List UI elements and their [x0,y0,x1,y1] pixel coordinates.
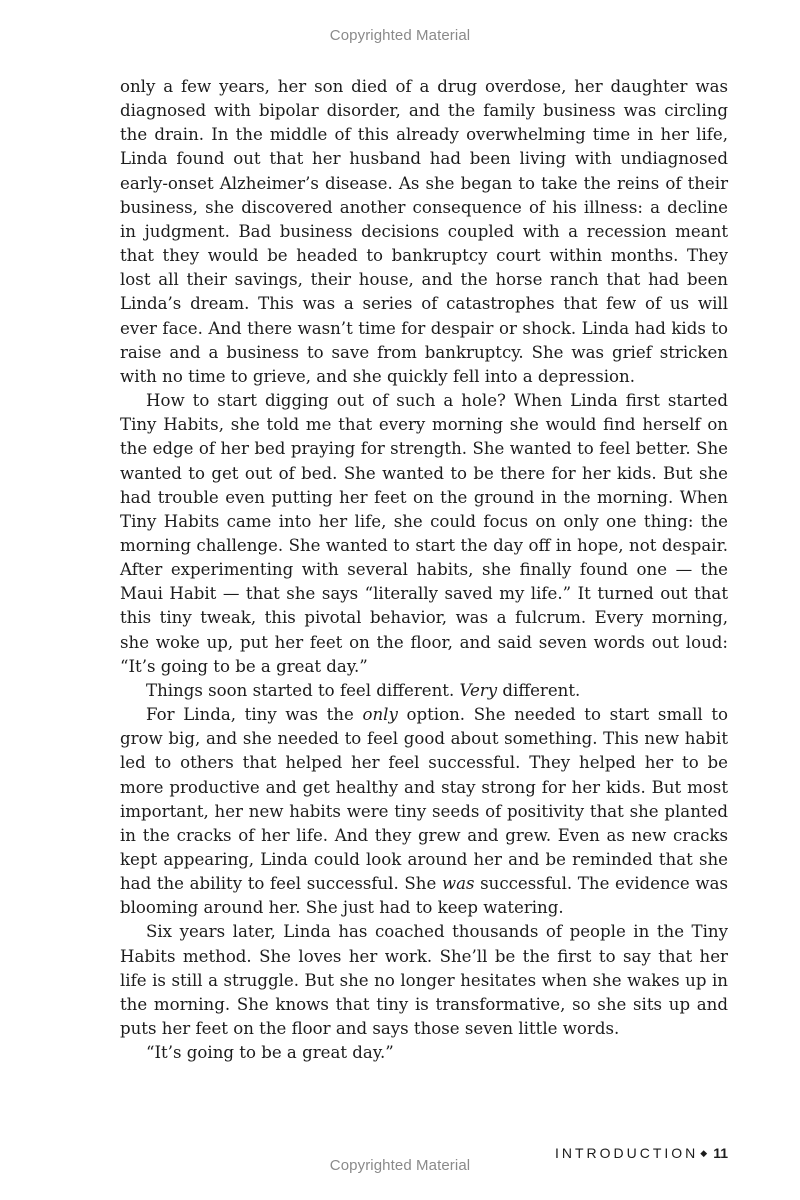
paragraph-3-text: Things soon started to feel different. [146,680,460,700]
page-body [120,75,728,1065]
section-title: INTRODUCTION [554,1145,699,1161]
paragraph-2: How to start digging out of such a hole? When Linda first started Tiny Habits, she told me that every morning she would find herself on the edge of her bed praying for strength. She wanted to feel better. She wanted to get out of bed. She wanted to be there for her kids. But she had trouble even putting her feet on the ground in the morning. When Tiny Habits came into her life, she could focus on only one thing: the morning challenge. She wanted to start the day off in hope, not despair. After experimenting with several habits, she finally found one — the Maui Habit — that she says “literally saved my life.” It turned out that this tiny tweak, this pivotal behavior, was a fulcrum. Every morning, she woke up, put her feet on the floor, and said seven words out loud: “It’s going to be a great day.” [120,391,728,676]
paragraph-4-emphasis-2: was [441,874,475,894]
paragraph-5: Six years later, Linda has coached thousands of people in the Tiny Habits method. She loves her work. She’ll be the first to say that her life is still a struggle. But she no longer hesitates when she wakes up in the morning. She knows that tiny is transformative, so she sits up and puts her feet on the floor and says those seven little words. [120,922,728,1039]
paragraph-4-emphasis: only [362,705,398,725]
paragraph-4-text: For Linda, tiny was the [146,705,363,725]
paragraph-1: only a few years, her son died of a drug overdose, her daughter was diagnosed with bipolar disorder, and the family business was circling the drain. In the middle of this already overwhelming time in her life, Linda found out that her husband had been living with undiagnosed early-onset Alzheimer’s disease. As she began to take the reins of their business, she discovered another consequence of his illness: a decline in judgment. Bad business decisions coupled with a recession meant that they would be headed to bankruptcy court within months. They lost all their savings, their house, and the horse ranch that had been Linda’s dream. This was a series of catastrophes that few of us will ever face. And there wasn’t time for despair or shock. Linda had kids to raise and a business to save from bankruptcy. She was grief stricken with no time to grieve, and she quickly fell into a depression. [120,77,728,386]
paragraph-4-text-mid: option. She needed to start small to grow big, and she needed to feel good about something. This new habit led to others that helped her feel successful. They helped her to be more productive and get healthy and stay strong for her kids. But most important, her new habits were tiny seeds of positivity that she planted in the cracks of her life. And they grew and grew. Even as new cracks kept appearing, Linda could look around her and be reminded that she had the ability to feel successful. She [120,705,729,894]
paragraph-4-text-end: successful. The evidence was blooming around her. She just had to keep watering. [120,874,728,918]
copyright-header: Copyrighted Material [329,27,471,44]
paragraph-3-emphasis: Very [459,680,498,700]
paragraph-6: “It’s going to be a great day.” [146,1043,394,1063]
diamond-separator-icon: ◆ [700,1147,708,1158]
page-number: 11 [713,1145,728,1161]
copyright-footer: Copyrighted Material [329,1157,471,1174]
paragraph-3 [120,679,728,703]
paragraph-4 [120,703,728,920]
paragraph-3-text-end: different. [497,680,581,700]
